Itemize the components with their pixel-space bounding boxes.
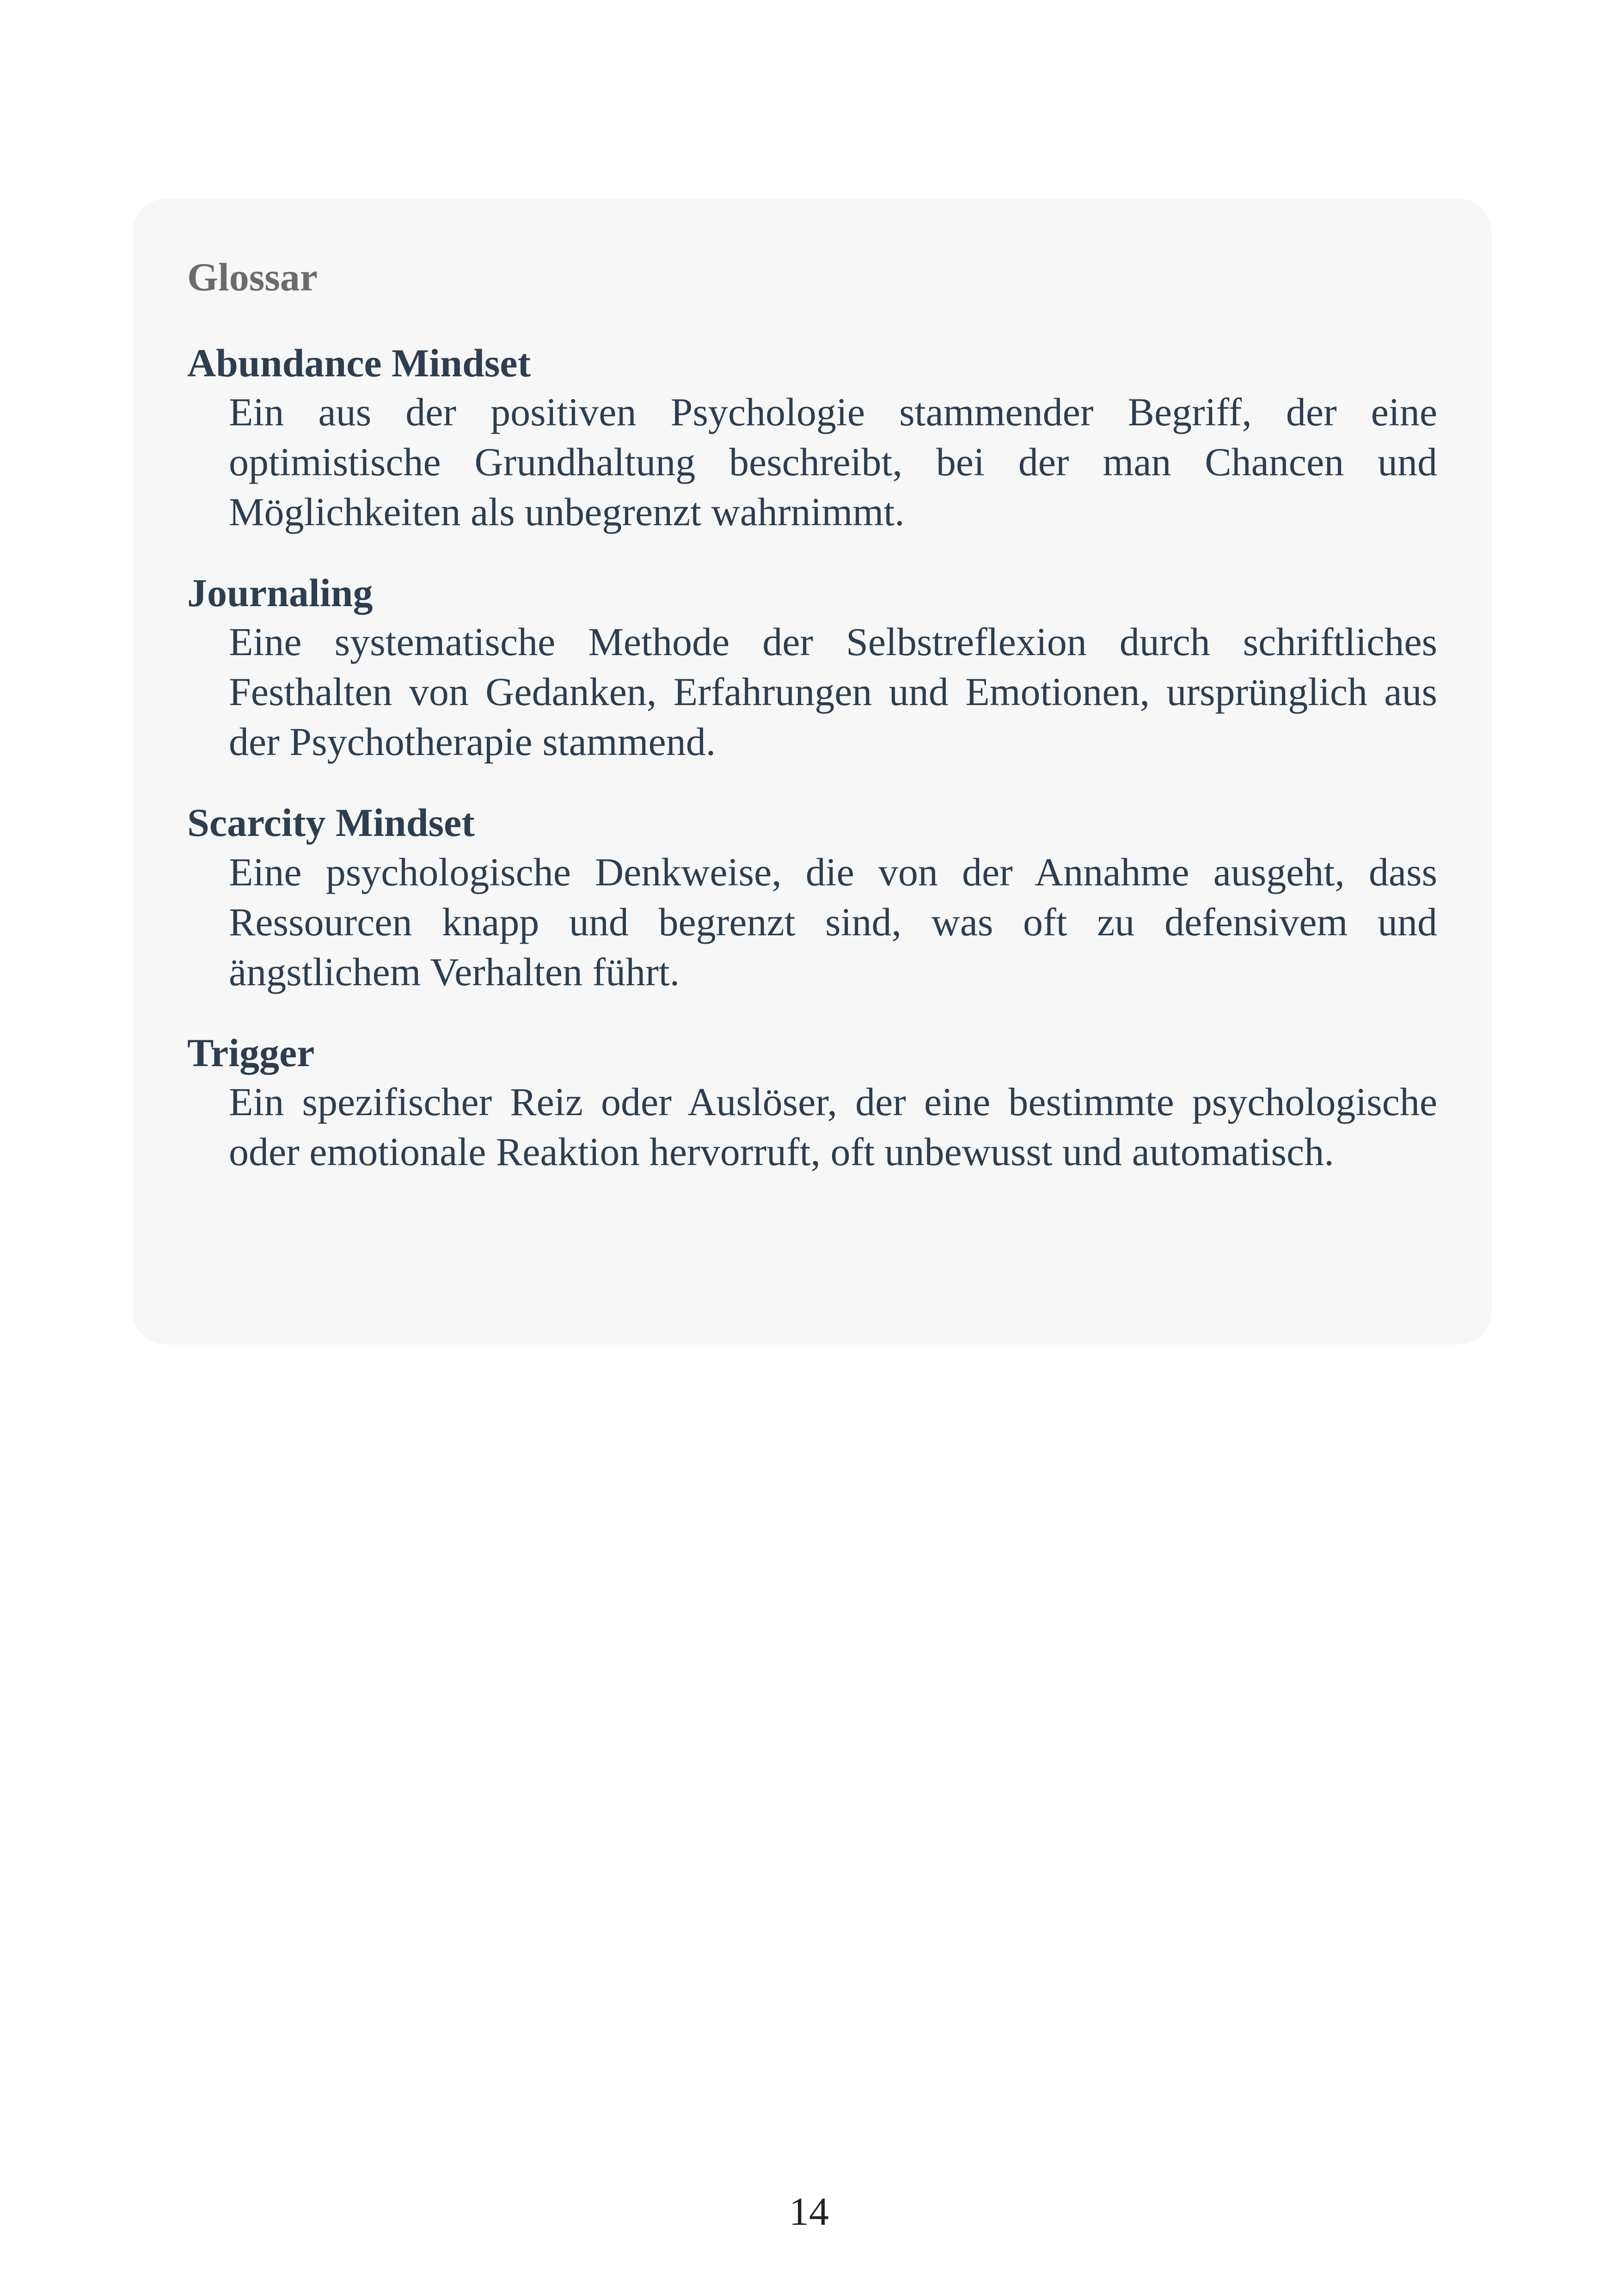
glossary-entry: [187, 799, 1437, 996]
glossary-term: Trigger: [187, 1030, 315, 1075]
glossary-entry: [187, 1029, 1437, 1177]
glossary-entry: [187, 339, 1437, 537]
page-number: 14: [789, 2189, 829, 2234]
glossary-box: [133, 199, 1492, 1344]
glossary-definition: Ein spezifischer Reiz oder Auslöser, der eine bestimmte psychologische oder emotionale Reaktion hervorruft, oft unbewusst und automatisch.: [229, 1079, 1437, 1174]
glossary-title: Glossar: [187, 255, 318, 299]
glossary-definition: Eine systematische Methode der Selbstreflexion durch schriftliches Festhalten von Gedanken, Erfahrungen und Emotionen, ursprünglich aus der Psychotherapie stammend.: [229, 620, 1437, 764]
glossary-term: Abundance Mindset: [187, 341, 531, 385]
glossary-definition: Ein aus der positiven Psychologie stammender Begriff, der eine optimistische Grundhaltung beschreibt, bei der man Chancen und Möglichkeiten als unbegrenzt wahrnimmt.: [229, 390, 1437, 534]
glossary-definition: Eine psychologische Denkweise, die von der Annahme ausgeht, dass Ressourcen knapp und begrenzt sind, was oft zu defensivem und ängstlichem Verhalten führt.: [229, 849, 1437, 994]
glossary-term: Journaling: [187, 571, 373, 615]
glossary-term: Scarcity Mindset: [187, 800, 475, 845]
glossary-entry: [187, 569, 1437, 767]
